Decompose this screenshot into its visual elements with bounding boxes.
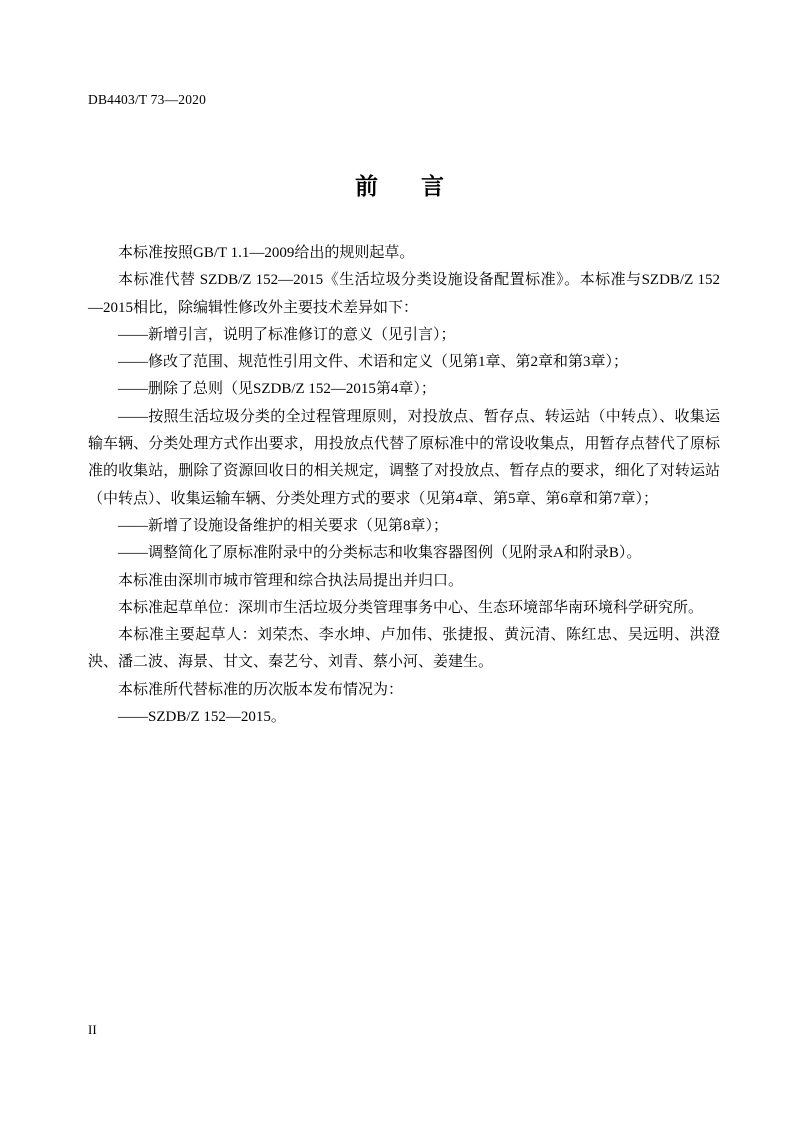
paragraph-change-item-4: ——按照生活垃圾分类的全过程管理原则，对投放点、暂存点、转运站（中转点）、收集运输车辆、分类处理方式作出要求，用投放点代替了原标准中的常设收集点，用暂存点替代了原标准的收集站，删除了资源回收日的相关规定，调整了对投放点、暂存点的要求，细化了对转运站（中转点）、收集运输车辆、分类处理方式的要求（见第4章、第5章、第6章和第7章）；: [88, 408, 720, 507]
paragraph-change-item-2: ——修改了范围、规范性引用文件、术语和定义（见第1章、第2章和第3章）；: [118, 354, 629, 371]
paragraph-change-item-5: ——新增了设施设备维护的相关要求（见第8章）；: [118, 517, 449, 534]
page-footer: [88, 1022, 720, 1038]
paragraph-previous-versions-intro: 本标准所代替标准的历次版本发布情况为：: [118, 681, 404, 698]
paragraph-replaces-standard: 本标准代替 SZDB/Z 152—2015《生活垃圾分类设施设备配置标准》。本标准与SZDB/Z 152—2015相比，除编辑性修改外主要技术差异如下：: [88, 272, 720, 316]
page-number: II: [88, 1022, 97, 1037]
paragraph-previous-version-1: ——SZDB/Z 152—2015。: [118, 709, 286, 726]
paragraph-drafting-rule: 本标准按照GB/T 1.1—2009给出的规则起草。: [118, 245, 415, 261]
paragraph-change-item-3: ——删除了总则（见SZDB/Z 152—2015第4章）；: [118, 381, 436, 398]
page-title-char-left: 前: [355, 173, 379, 199]
paragraph-change-item-1: ——新增引言，说明了标准修订的意义（见引言）；: [118, 326, 456, 343]
paragraph-proposed-by: 本标准由深圳市城市管理和综合执法局提出并归口。: [118, 572, 464, 589]
paragraph-main-drafters: 本标准主要起草人：刘荣杰、李水坤、卢加伟、张捷报、黄沅清、陈红忠、吴远明、洪澄泱、潘二波、海景、甘文、秦艺兮、刘青、蔡小河、姜建生。: [88, 627, 720, 671]
paragraph-drafting-organizations: 本标准起草单位：深圳市生活垃圾分类管理事务中心、生态环境部华南环境科学研究所。: [118, 599, 704, 616]
running-header-standard-code: DB4403/T 73—2020: [88, 92, 207, 107]
page-title: [0, 168, 800, 201]
paragraph-change-item-6: ——调整简化了原标准附录中的分类标志和收集容器图例（见附录A和附录B）。: [118, 545, 642, 562]
page-title-char-right: 言: [421, 173, 445, 199]
foreword-body: [88, 240, 720, 731]
